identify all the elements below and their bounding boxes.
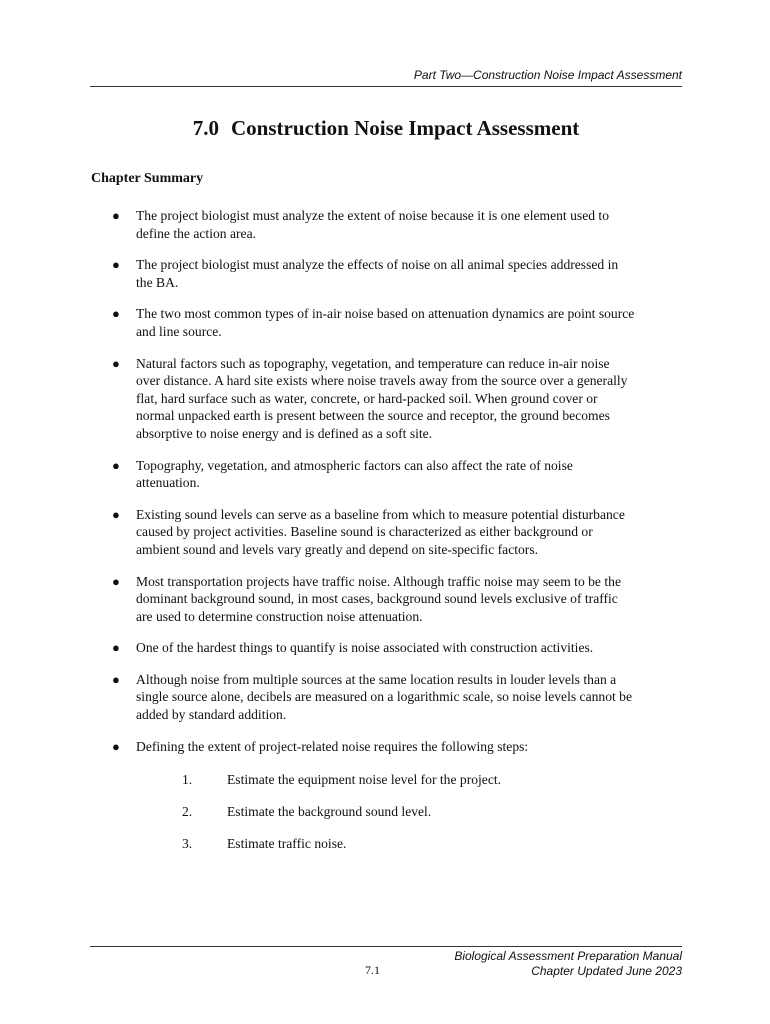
bullet-text: Most transportation projects have traffic noise. Although traffic noise may seem to be the dominant background sound, in most cases, background sound levels exclusive of traffic are used to determine construction noise attenuation. — [136, 573, 621, 624]
chapter-title-text: Construction Noise Impact Assessment — [231, 116, 580, 140]
bullet-icon: ● — [112, 738, 120, 754]
bullet-icon: ● — [112, 506, 120, 522]
list-item — [112, 305, 637, 340]
header-rule — [90, 86, 682, 87]
list-item — [112, 738, 637, 854]
footer-manual-title: Biological Assessment Preparation Manual — [454, 949, 682, 963]
footer-rule — [90, 946, 682, 947]
footer-info — [454, 949, 682, 979]
step-number: 3. — [182, 836, 193, 852]
bullet-text: Existing sound levels can serve as a baseline from which to measure potential disturbance caused by project activities. Baseline sound is characterized as either background or ambient sound and levels vary greatly and depend on site-specific factors. — [136, 506, 625, 557]
list-item — [112, 639, 637, 657]
bullet-icon: ● — [112, 355, 120, 371]
bullet-icon: ● — [112, 257, 120, 273]
list-item — [112, 506, 637, 559]
bullet-text: Defining the extent of project-related noise requires the following steps: — [136, 738, 529, 754]
bullet-text: Topography, vegetation, and atmospheric factors can also affect the rate of noise attenuation. — [136, 457, 573, 491]
bullet-text: One of the hardest things to quantify is noise associated with construction activities. — [136, 640, 594, 656]
steps-list — [136, 771, 637, 853]
step-item — [136, 771, 637, 789]
bullet-icon: ● — [112, 208, 120, 223]
step-text: Estimate the equipment noise level for the project. — [227, 772, 502, 788]
step-item — [136, 803, 637, 821]
chapter-title — [90, 116, 682, 141]
bullet-icon: ● — [112, 671, 120, 687]
running-header: Part Two—Construction Noise Impact Assessment — [413, 68, 682, 82]
bullet-icon: ● — [112, 306, 120, 322]
step-item — [136, 835, 637, 853]
list-item — [112, 256, 637, 291]
bullet-icon: ● — [112, 457, 120, 473]
page-number: 7.1 — [365, 963, 380, 977]
step-text: Estimate traffic noise. — [227, 836, 347, 852]
bullet-text: The project biologist must analyze the effects of noise on all animal species addressed in the BA. — [136, 257, 619, 290]
list-item — [112, 671, 637, 724]
bullet-icon: ● — [112, 573, 120, 589]
section-heading: Chapter Summary — [91, 171, 204, 186]
chapter-number: 7.0 — [192, 116, 219, 140]
step-number: 2. — [182, 804, 193, 820]
bullet-text: The two most common types of in-air noise based on attenuation dynamics are point source and line source. — [136, 306, 635, 339]
bullet-text: The project biologist must analyze the extent of noise because it is one element used to define the action area. — [136, 208, 610, 241]
step-text: Estimate the background sound level. — [227, 804, 432, 820]
footer-updated-date: Chapter Updated June 2023 — [531, 964, 682, 978]
step-number: 1. — [182, 772, 193, 788]
bullet-text: Natural factors such as topography, vegetation, and temperature can reduce in-air noise over distance. A hard site exists where noise travels away from the source over a generally flat, hard surface such as water, concrete, or hard-packed soil. When ground cover or normal unpacked earth is present between the source and receptor, the ground becomes absorptive to noise energy and is defined as a soft site. — [136, 355, 628, 441]
summary-bullet-list — [112, 207, 637, 867]
bullet-text: Although noise from multiple sources at the same location results in louder levels than a single source alone, decibels are measured on a logarithmic scale, so noise levels cannot be added by standard addition. — [136, 671, 632, 723]
list-item — [112, 355, 637, 443]
list-item — [112, 573, 637, 626]
bullet-icon: ● — [112, 640, 120, 656]
list-item — [112, 457, 637, 492]
list-item — [112, 207, 637, 242]
